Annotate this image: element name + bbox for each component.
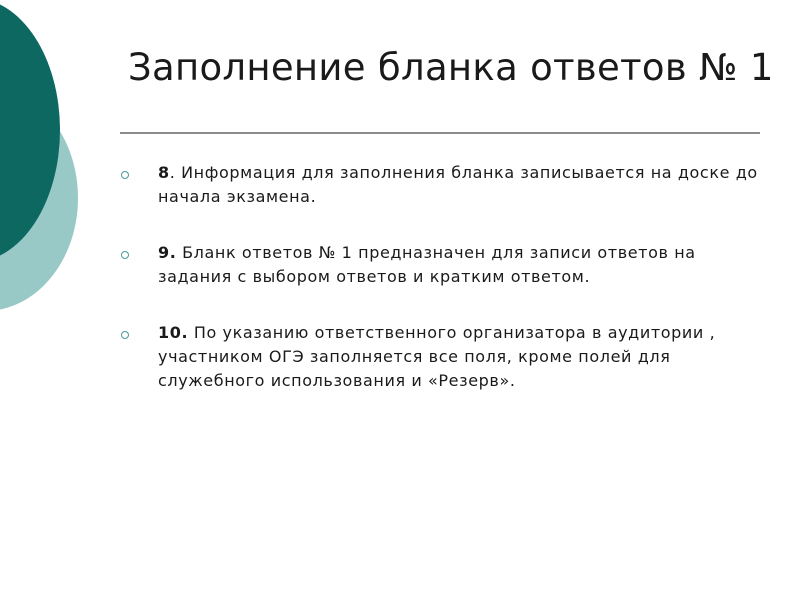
- list-item: [118, 241, 768, 289]
- bullet-separator: .: [169, 163, 182, 182]
- bullet-icon: [121, 331, 129, 339]
- bullet-icon: [121, 251, 129, 259]
- bullet-text: Информация для заполнения бланка записывается на доске до начала экзамена.: [158, 163, 758, 206]
- bullet-number: 8: [158, 163, 170, 182]
- bullet-list: [118, 161, 768, 425]
- list-item: [118, 161, 768, 209]
- list-item: [118, 321, 768, 393]
- bullet-number: 9.: [158, 243, 177, 262]
- title-divider: [120, 132, 760, 134]
- bullet-number: 10.: [158, 323, 189, 342]
- bullet-text: Бланк ответов № 1 предназначен для записи ответов на задания с выбором ответов и кратким ответом.: [158, 243, 696, 286]
- bullet-text: По указанию ответственного организатора в аудитории , участником ОГЭ заполняется все поля, кроме полей для служебного использования и «Резерв».: [158, 323, 716, 390]
- bullet-icon: [121, 171, 129, 179]
- slide-title: Заполнение бланка ответов № 1: [128, 46, 774, 89]
